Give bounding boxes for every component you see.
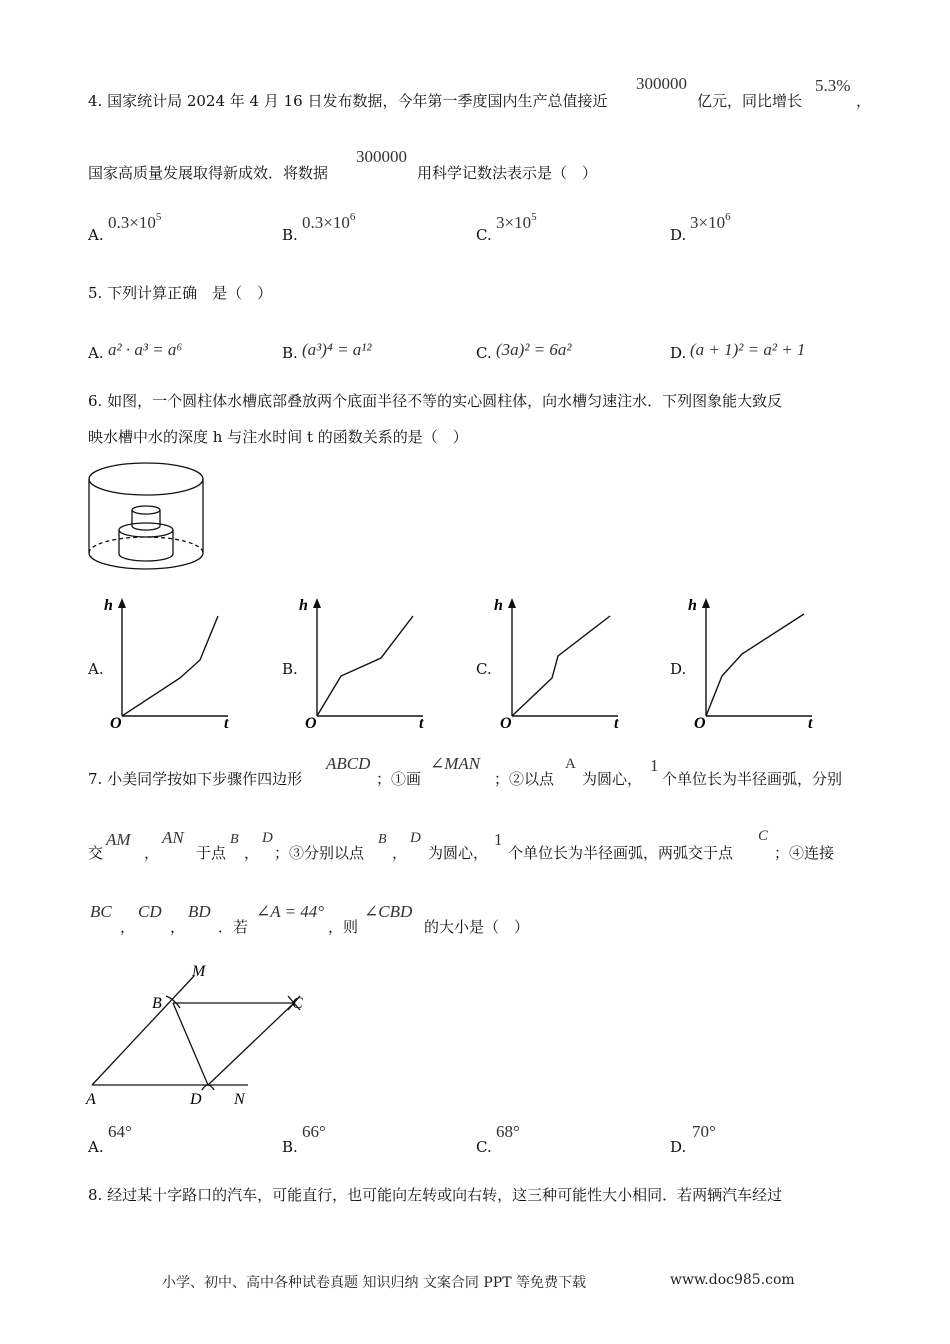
graph-c xyxy=(490,592,630,732)
q7-one-2: 1 xyxy=(494,830,503,849)
q7-angle-a: ∠A = 44° xyxy=(256,902,325,921)
option-letter: B. xyxy=(282,660,298,678)
q7-am: AM xyxy=(106,830,131,849)
q7-comma-4: ， xyxy=(120,918,136,936)
option-value: $0.3\times 10^6$ xyxy=(302,211,356,232)
axis-h-label: h xyxy=(494,597,503,614)
label-b: B xyxy=(152,995,162,1012)
origin-label: O xyxy=(110,715,122,732)
q7-bd: BD xyxy=(188,902,211,921)
q7-comma: ， xyxy=(144,844,160,862)
option-letter: C. xyxy=(476,226,492,244)
option-letter: A. xyxy=(88,1138,104,1156)
option-letter: A. xyxy=(88,344,104,362)
label-d: D xyxy=(190,1091,202,1108)
option-letter: B. xyxy=(282,344,298,362)
graph-a xyxy=(100,592,240,732)
q7-step2: ；②以点 xyxy=(494,770,555,788)
option-letter: C. xyxy=(476,660,492,678)
q7-line1-suffix: 个单位长为半径画弧，分别 xyxy=(662,770,843,788)
option-letter: C. xyxy=(476,344,492,362)
origin-label: O xyxy=(694,715,706,732)
q7-step4: ；④连接 xyxy=(774,844,835,862)
option-value: $3\times 10^6$ xyxy=(690,211,731,232)
q7-one: 1 xyxy=(650,756,659,775)
water-tank-figure xyxy=(84,458,208,576)
option-value: 68° xyxy=(496,1122,520,1141)
q5-stem: 5. 下列计算正确 是（ ） xyxy=(88,284,273,302)
q7-angle-cbd: ∠CBD xyxy=(364,902,413,921)
option-letter: D. xyxy=(670,344,687,362)
q8-stem: 8. 经过某十字路口的汽车，可能直行，也可能向左转或向右转，这三种可能性大小相同．若两辆汽车经过 xyxy=(88,1186,783,1204)
option-letter: D. xyxy=(670,1138,687,1156)
q7-comma-3: ， xyxy=(392,844,408,862)
axis-t-label: t xyxy=(224,715,229,732)
footer-link[interactable]: www.doc985.com xyxy=(670,1272,795,1288)
q7-point-c: C xyxy=(758,828,769,844)
axis-h-label: h xyxy=(299,597,308,614)
q7-ruo: ．若 xyxy=(218,918,249,936)
q4-line2-suffix: 用科学记数法表示是（ ） xyxy=(417,164,598,182)
axis-h-label: h xyxy=(688,597,697,614)
q7-suffix: 的大小是（ ） xyxy=(424,918,530,936)
q7-circle-center-2: 为圆心， xyxy=(428,844,489,862)
q4-line2-prefix: 国家高质量发展取得新成效．将数据 xyxy=(88,164,329,182)
q7-ze: ，则 xyxy=(328,918,359,936)
origin-label: O xyxy=(305,715,317,732)
option-expression: (3a)² = 6a² xyxy=(496,340,572,359)
q4-comma: ， xyxy=(856,92,872,110)
q4-number-300000-2: 300000 xyxy=(356,147,407,166)
q4-number-300000: 300000 xyxy=(636,74,687,93)
q7-cd: CD xyxy=(138,902,162,921)
q7-step3: ；③分别以点 xyxy=(274,844,365,862)
q7-step1: ；①画 xyxy=(376,770,422,788)
q7-line2-suffix: 个单位长为半径画弧，两弧交于点 xyxy=(508,844,734,862)
option-letter: B. xyxy=(282,226,298,244)
q7-an: AN xyxy=(162,828,184,847)
q7-point-b-2: B xyxy=(378,832,387,847)
q7-comma-5: ， xyxy=(170,918,186,936)
q7-bc: BC xyxy=(90,902,112,921)
q7-quad-abcd: ABCD xyxy=(326,754,371,773)
option-value: $0.3\times 10^5$ xyxy=(108,211,162,232)
option-letter: A. xyxy=(88,226,104,244)
q7-point-d-2: D xyxy=(410,830,421,846)
option-value: 70° xyxy=(692,1122,716,1141)
q7-jiao: 交 xyxy=(88,844,104,862)
q7-angle-man: ∠MAN xyxy=(430,754,481,773)
q7-line1-prefix: 7. 小美同学按如下步骤作四边形 xyxy=(88,770,303,788)
option-letter: C. xyxy=(476,1138,492,1156)
graph-d xyxy=(684,592,824,732)
q7-yudian: 于点 xyxy=(196,844,227,862)
label-n: N xyxy=(234,1091,245,1108)
option-expression: (a + 1)² = a² + 1 xyxy=(690,340,806,359)
axis-t-label: t xyxy=(419,715,424,732)
q6-stem-line1: 6. 如图，一个圆柱体水槽底部叠放两个底面半径不等的实心圆柱体，向水槽匀速注水．下列图象能大致反 xyxy=(88,392,783,410)
option-letter: D. xyxy=(670,226,687,244)
axis-t-label: t xyxy=(614,715,619,732)
option-expression: (a³)⁴ = a¹² xyxy=(302,340,372,359)
option-value: 66° xyxy=(302,1122,326,1141)
option-letter: A. xyxy=(88,660,104,678)
option-value: $3\times 10^5$ xyxy=(496,211,537,232)
q7-circle-center: 为圆心， xyxy=(582,770,643,788)
origin-label: O xyxy=(500,715,512,732)
q4-percentage: 5.3% xyxy=(815,76,851,95)
label-c: C xyxy=(292,995,303,1012)
parallelogram-figure xyxy=(82,958,322,1108)
footer-text: 小学、初中、高中各种试卷真题 知识归纳 文案合同 PPT 等免费下载 xyxy=(162,1275,586,1291)
q4-line1-prefix: 4. 国家统计局 2024 年 4 月 16 日发布数据，今年第一季度国内生产总值接近 xyxy=(88,92,608,110)
option-letter: B. xyxy=(282,1138,298,1156)
q6-stem-line2: 映水槽中水的深度 h 与注水时间 t 的函数关系的是（ ） xyxy=(88,428,468,446)
axis-h-label: h xyxy=(104,597,113,614)
q7-comma-2: ， xyxy=(244,844,260,862)
option-expression: a² · a³ = a⁶ xyxy=(108,340,183,359)
q7-point-d: D xyxy=(262,830,273,846)
axis-t-label: t xyxy=(808,715,813,732)
graph-b xyxy=(295,592,435,732)
label-a: A xyxy=(86,1091,96,1108)
option-value: 64° xyxy=(108,1122,132,1141)
label-m: M xyxy=(192,963,206,980)
q7-point-b: B xyxy=(230,832,239,847)
q7-point-a: A xyxy=(565,756,576,772)
option-letter: D. xyxy=(670,660,687,678)
q4-unit: 亿元，同比增长 xyxy=(697,92,803,110)
